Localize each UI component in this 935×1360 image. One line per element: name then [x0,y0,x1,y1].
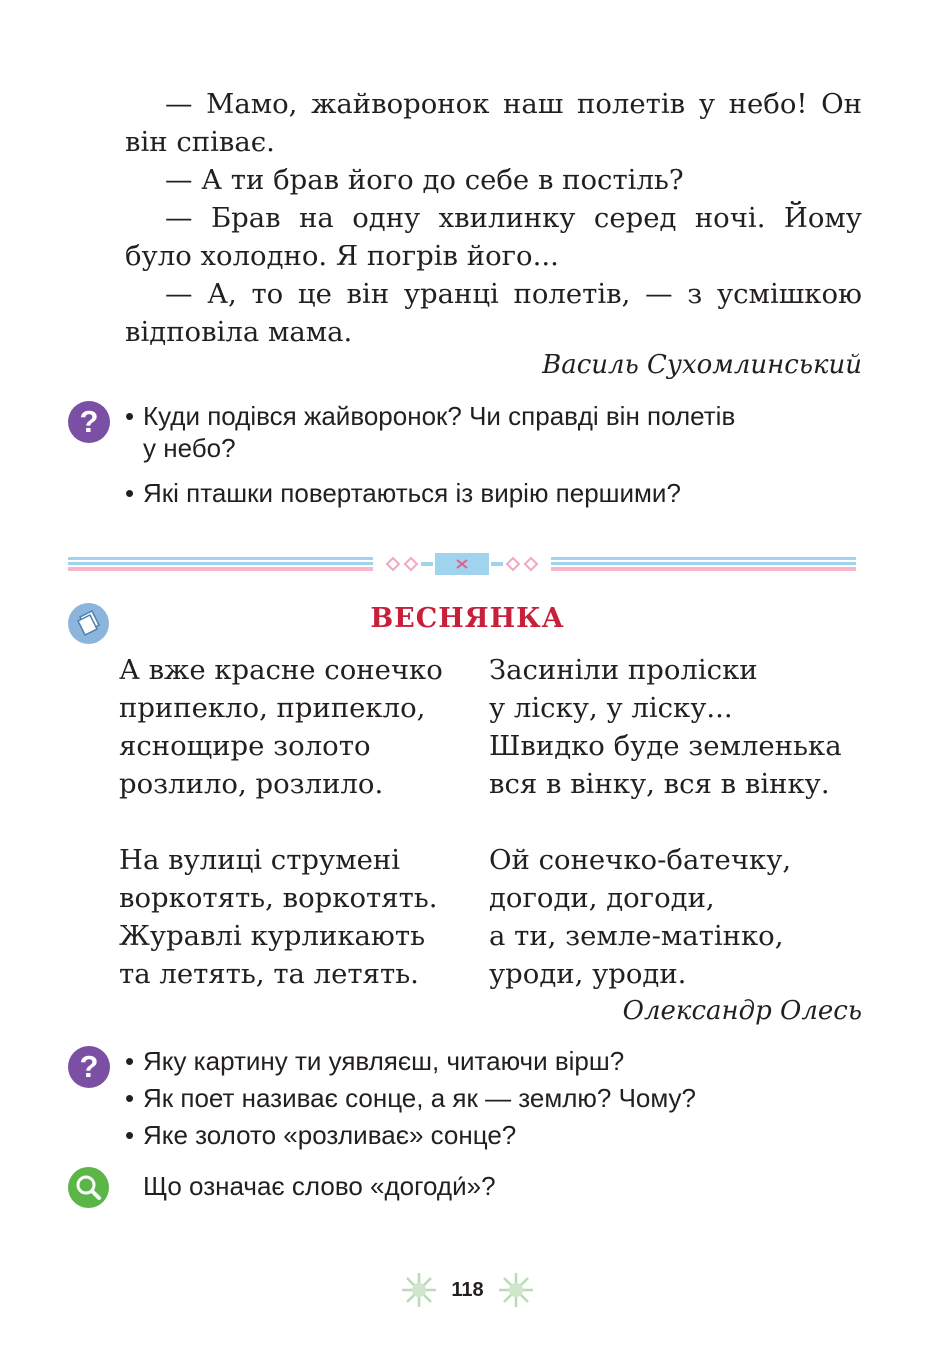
page-number: 118 [451,1279,484,1301]
question-item: • Які пташки повертаються із вирію першими? [125,478,681,508]
story-paragraph: — Брав на одну хвилинку серед ночі. Йому було холодно. Я погрів його... [125,202,862,272]
story-author: Василь Сухомлинський [542,350,862,380]
vocabulary-question: Що означає слово «догоди́»? [143,1171,496,1201]
flower-ornament-icon [497,1271,535,1309]
poem-line: а ти, земле-матінко, [489,920,784,952]
question-item: • Куди подівся жайворонок? Чи справді він полетів [125,401,736,431]
poem-column-left [119,651,443,993]
poem-line: догоди, догоди, [489,882,715,914]
story-text [125,85,862,351]
question-item: • Яку картину ти уявляєш, читаючи вірш? [125,1046,625,1076]
story-paragraph: — А, то це він уранці полетів, — з усмішкою відповіла мама. [125,278,862,348]
poem-line: вся в вінку, вся в вінку. [489,768,830,800]
question-icon: ? [68,401,110,443]
poem-line: розлило, розлило. [119,768,384,800]
question-icon: ? [68,1046,110,1088]
question-item: • Як поет називає сонце, а як — землю? Чому? [125,1083,697,1113]
question-list [125,400,735,509]
poem-line: у ліску, у ліску... [489,692,733,724]
poem-line: Засиніли проліски [489,654,758,686]
poem-line: А вже красне сонечко [119,654,443,686]
question-list [125,1043,696,1154]
poem-line: та летять, та летять. [119,958,419,990]
poem-line: яснощире золото [119,730,371,762]
poem-column-right [489,651,842,993]
story-paragraph: — А ти брав його до себе в постіль? [165,164,684,196]
poem-line: Журавлі курликають [119,920,426,952]
poem-line: припекло, припекло, [119,692,426,724]
poem-line: На вулиці струмені [119,844,400,876]
magnifier-icon [68,1167,109,1208]
poem-line: уроди, уроди. [489,958,687,990]
embroidery-ornament-icon [383,553,541,575]
poem-line: Ой сонечко-батечку, [489,844,792,876]
poem-line: Швидко буде земленька [489,730,842,762]
story-paragraph: — Мамо, жайворонок наш полетів у небо! Он він співає. [125,88,862,158]
poem-author: Олександр Олесь [622,996,862,1026]
question-item: • Яке золото «розливає» сонце? [125,1120,517,1150]
poem-title: ВЕСНЯНКА [370,603,565,634]
poem-line: воркотять, воркотять. [119,882,438,914]
ornamental-divider [68,553,856,575]
question-item-continuation: у небо? [143,433,236,463]
